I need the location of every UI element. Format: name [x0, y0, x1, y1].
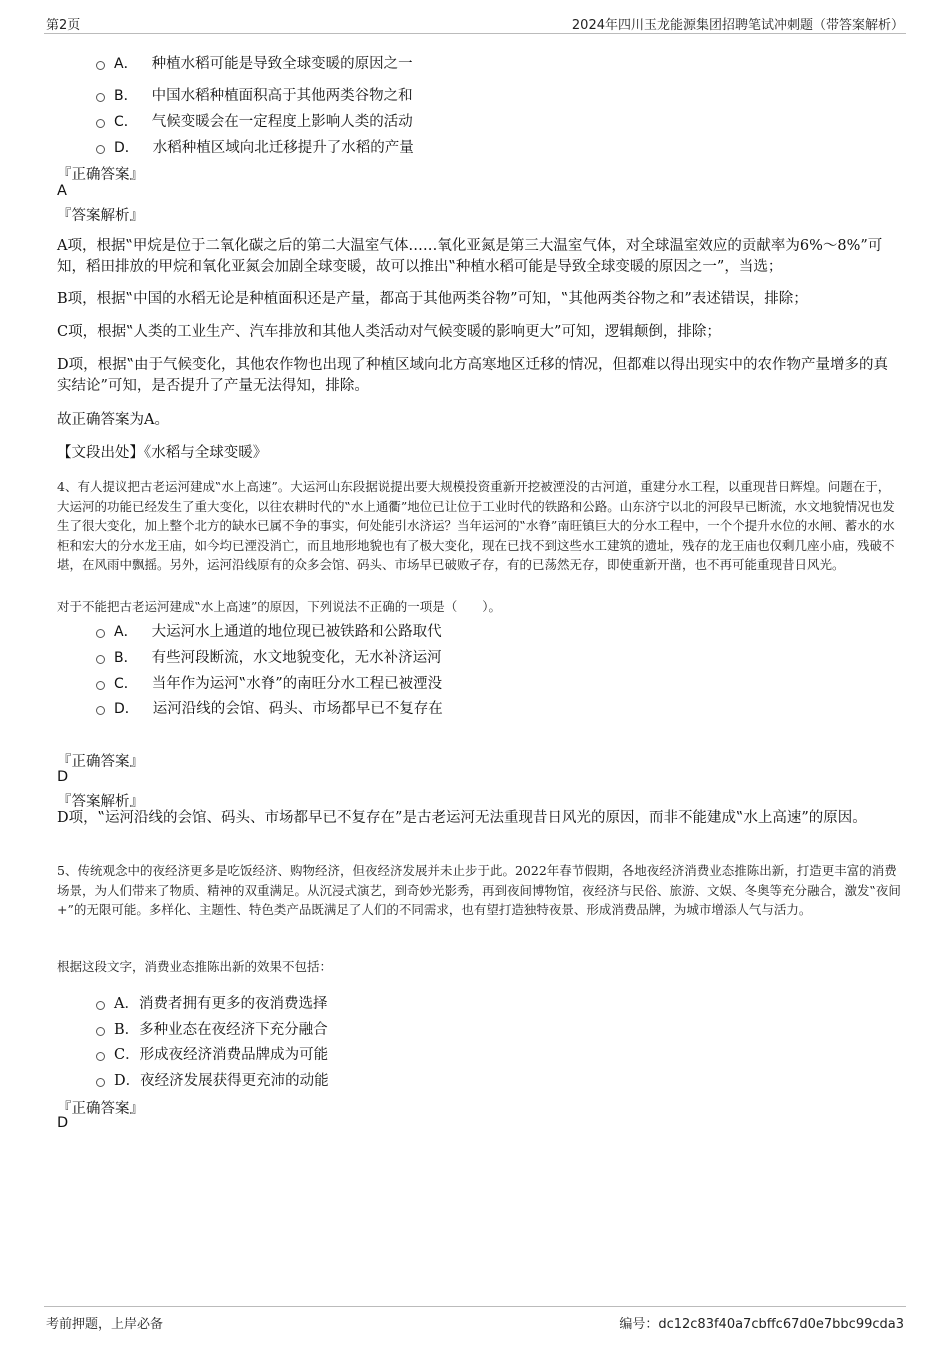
page-number: 第2页: [46, 18, 81, 33]
radio-icon[interactable]: [96, 61, 105, 70]
correct-answer-label: 『正确答案』: [57, 1101, 144, 1117]
q3-conclusion: 故正确答案为A。: [57, 412, 169, 428]
radio-icon[interactable]: [96, 1027, 105, 1036]
radio-icon[interactable]: [96, 93, 105, 102]
q5-option-b[interactable]: B． 多种业态在夜经济下充分融合: [96, 1018, 328, 1039]
q4-passage: 4、有人提议把古老运河建成‟水上高速”。大运河山东段据说提出要大规模投资重新开挖被湮没的古河道，重建分水工程，以重现昔日辉煌。问题在于，大运河的功能已经发生了重大变化，以往农耕时代的‟水上通衢”地位已让位于工业时代的铁路和公路。山东济宁以北的河段早已断流，水文地貌情况也发生了很大变化，加上整个北方的缺水已属不争的事实，何处能引水济运？当年运河的‟水脊”南旺镇巨大的分水工程中，一个个提升水位的水闸、蓄水的水柜和宏大的分水龙王庙，如今均已湮没消亡，而且地形地貌也有了极大变化，现在已找不到这些水工建筑的遗址，残存的龙王庙也仅剩几座小庙，残破不堪，在风雨中飘摇。另外，运河沿线原有的众多会馆、码头、市场早已破败孑存，有的已荡然无存，即使重新开凿，也不再可能重现昔日风光。: [57, 479, 895, 572]
radio-icon[interactable]: [96, 706, 105, 715]
q4-option-b[interactable]: B． 有些河段断流，水文地貌变化，无水补济运河: [96, 646, 442, 667]
q4-option-a[interactable]: A． 大运河水上通道的地位现已被铁路和公路取代: [96, 620, 442, 641]
q5-passage: 5、传统观念中的夜经济更多是吃饭经济、购物经济，但夜经济发展并未止步于此。2022年春节假期，各地夜经济消费业态推陈出新，打造更丰富的消费场景，为人们带来了物质、精神的双重满足。从沉浸式演艺，到奇妙光影秀，再到夜间博物馆，夜经济与民俗、旅游、文娱、冬奥等充分融合，激发‟夜间+”的无限可能。多样化、主题性、特色类产品既满足了人们的不同需求，也有望打造独特夜景、形成消费品牌，为城市增添人气与活力。: [57, 863, 901, 917]
radio-icon[interactable]: [96, 681, 105, 690]
footer-divider: [44, 1306, 906, 1307]
radio-icon[interactable]: [96, 1052, 105, 1061]
document-code: [619, 1313, 904, 1332]
q3-option-c[interactable]: C． 气候变暖会在一定程度上影响人类的活动: [96, 110, 413, 131]
q3-analysis-b: B项，根据‟中国的水稻无论是种植面积还是产量，都高于其他两类谷物”可知，‟其他两类谷物之和”表述错误，排除；: [57, 291, 808, 307]
analysis-label: 『答案解析』: [57, 208, 144, 224]
q5-question: 根据这段文字，消费业态推陈出新的效果不包括：: [57, 959, 333, 974]
q3-option-d[interactable]: D． 水稻种植区域向北迁移提升了水稻的产量: [96, 136, 414, 157]
q3-option-a[interactable]: A． 种植水稻可能是导致全球变暖的原因之一: [96, 52, 413, 73]
correct-answer-label: 『正确答案』: [57, 754, 144, 770]
radio-icon[interactable]: [96, 655, 105, 664]
q3-analysis-c: C项，根据‟人类的工业生产、汽车排放和其他人类活动对气候变暖的影响更大”可知，逻辑颠倒，排除；: [57, 324, 721, 340]
q3-analysis-d: D项，根据‟由于气候变化，其他农作物也出现了种植区域向北方高寒地区迁移的情况，但都难以得出现实中的农作物产量增多的真实结论”可知，是否提升了产量无法得知，排除。: [57, 357, 889, 394]
document-title: 2024年四川玉龙能源集团招聘笔试冲刺题（带答案解析）: [571, 18, 904, 33]
radio-icon[interactable]: [96, 1001, 105, 1010]
q4-option-c[interactable]: C． 当年作为运河‟水脊”的南旺分水工程已被湮没: [96, 672, 442, 693]
q4-answer: D: [57, 769, 69, 785]
q3-analysis-a: A项，根据‟甲烷是位于二氧化碳之后的第二大温室气体……氧化亚氮是第三大温室气体，对全球温室效应的贡献率为6%～8%”可知，稻田排放的甲烷和氧化亚氮会加剧全球变暖，故可以推出‟种植水稻可能是导致全球变暖的原因之一”，当选；: [57, 238, 883, 275]
radio-icon[interactable]: [96, 629, 105, 638]
header-divider: [44, 33, 906, 34]
q4-option-d[interactable]: D． 运河沿线的会馆、码头、市场都早已不复存在: [96, 697, 443, 718]
analysis-label: 『答案解析』: [57, 794, 144, 810]
q5-answer: D: [57, 1115, 69, 1131]
radio-icon[interactable]: [96, 1078, 105, 1087]
document-code-value: dc12c83f40a7cbffc67d0e7bbc99cda3: [658, 1317, 904, 1332]
q5-option-a[interactable]: A． 消费者拥有更多的夜消费选择: [96, 992, 327, 1013]
footer-slogan: 考前押题，上岸必备: [46, 1317, 164, 1332]
correct-answer-label: 『正确答案』: [57, 167, 144, 183]
q3-option-b[interactable]: B． 中国水稻种植面积高于其他两类谷物之和: [96, 84, 413, 105]
q5-option-d[interactable]: D． 夜经济发展获得更充沛的动能: [96, 1069, 329, 1090]
q5-option-c[interactable]: C． 形成夜经济消费品牌成为可能: [96, 1043, 328, 1064]
q4-analysis: D项，‟运河沿线的会馆、码头、市场都早已不复存在”是古老运河无法重现昔日风光的原因，而非不能建成‟水上高速”的原因。: [57, 810, 867, 826]
q3-source: 【文段出处】《水稻与全球变暖》: [57, 445, 268, 461]
q4-question: 对于不能把古老运河建成‟水上高速”的原因，下列说法不正确的一项是（ ）。: [57, 599, 502, 614]
document-code-label: 编号：: [619, 1317, 659, 1332]
radio-icon[interactable]: [96, 119, 105, 128]
radio-icon[interactable]: [96, 145, 105, 154]
q3-answer: A: [57, 183, 67, 199]
